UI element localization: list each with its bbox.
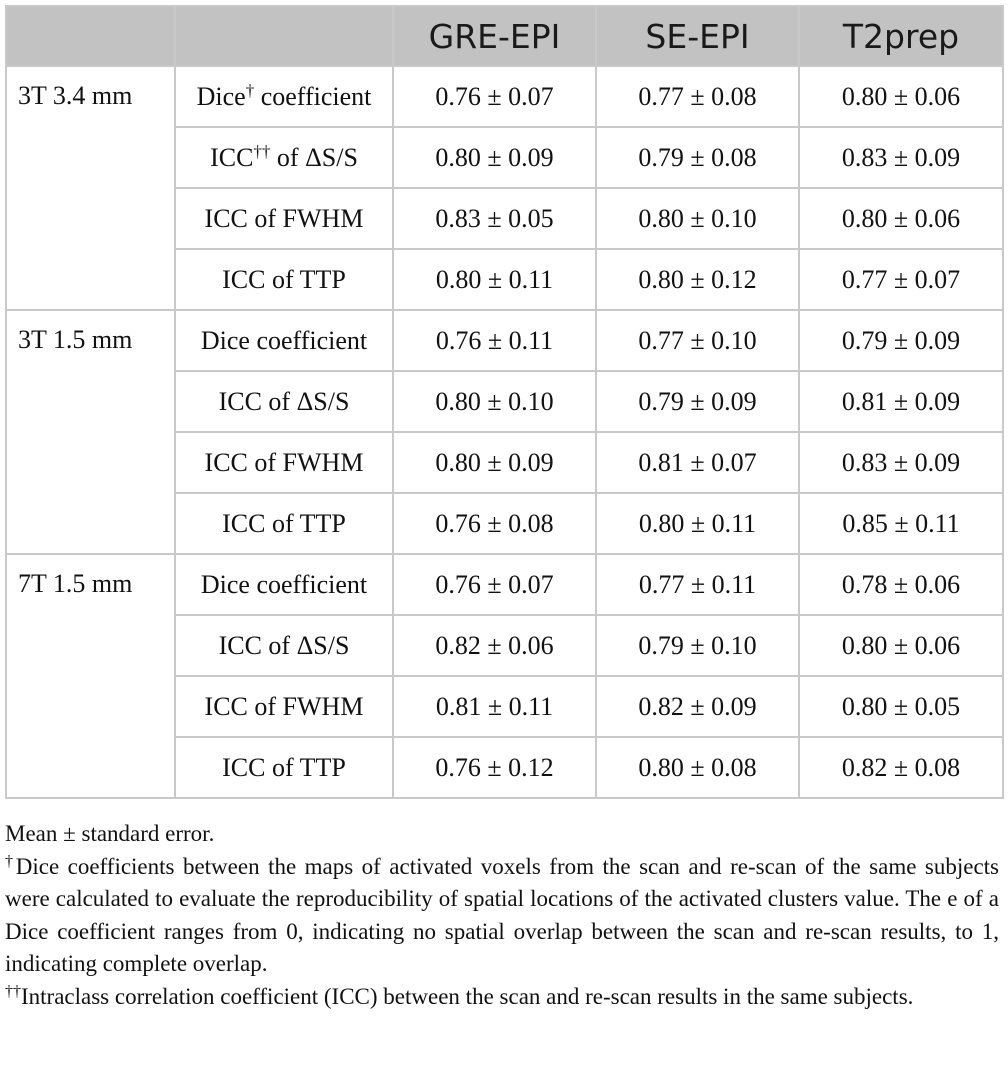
value-cell: 0.80 ± 0.12 (596, 249, 799, 310)
table-footnotes (5, 818, 1003, 1013)
value-cell: 0.81 ± 0.11 (393, 676, 596, 737)
value-cell: 0.83 ± 0.09 (799, 127, 1003, 188)
value-cell: 0.80 ± 0.06 (799, 66, 1003, 127)
footnote-icc-text: Intraclass correlation coefficient (ICC) between the scan and re-scan results in the same subjects. (21, 983, 914, 1009)
metric-cell (175, 432, 393, 493)
metric-cell (175, 188, 393, 249)
group-label-cell: 3T 1.5 mm (6, 310, 175, 554)
value-cell: 0.85 ± 0.11 (799, 493, 1003, 554)
value-cell: 0.83 ± 0.05 (393, 188, 596, 249)
results-table-container (5, 5, 1003, 1013)
value-cell: 0.80 ± 0.09 (393, 127, 596, 188)
header-cell-empty-1 (6, 6, 175, 66)
value-cell: 0.79 ± 0.09 (596, 371, 799, 432)
metric-cell (175, 127, 393, 188)
metric-label: Dice (196, 81, 246, 111)
metric-label: ICC of FWHM (204, 447, 364, 477)
metric-cell (175, 310, 393, 371)
value-cell: 0.80 ± 0.09 (393, 432, 596, 493)
metric-label: ICC of TTP (222, 752, 346, 782)
metric-cell (175, 615, 393, 676)
value-cell: 0.80 ± 0.05 (799, 676, 1003, 737)
value-cell: 0.82 ± 0.09 (596, 676, 799, 737)
value-cell: 0.80 ± 0.06 (799, 188, 1003, 249)
value-cell: 0.80 ± 0.11 (393, 249, 596, 310)
header-cell-empty-2 (175, 6, 393, 66)
header-cell-se-epi: SE-EPI (596, 6, 799, 66)
value-cell: 0.82 ± 0.08 (799, 737, 1003, 798)
group-label-cell: 3T 3.4 mm (6, 66, 175, 310)
table-body (6, 66, 1003, 798)
metric-label: ICC (210, 142, 254, 172)
value-cell: 0.76 ± 0.08 (393, 493, 596, 554)
value-cell: 0.81 ± 0.07 (596, 432, 799, 493)
value-cell: 0.79 ± 0.10 (596, 615, 799, 676)
value-cell: 0.80 ± 0.10 (393, 371, 596, 432)
metric-cell (175, 737, 393, 798)
footnote-dice-marker: † (5, 852, 16, 870)
group-label-cell: 7T 1.5 mm (6, 554, 175, 798)
value-cell: 0.76 ± 0.12 (393, 737, 596, 798)
value-cell: 0.79 ± 0.08 (596, 127, 799, 188)
metric-label: ICC of ΔS/S (218, 386, 350, 416)
value-cell: 0.83 ± 0.09 (799, 432, 1003, 493)
value-cell: 0.82 ± 0.06 (393, 615, 596, 676)
metric-cell (175, 554, 393, 615)
table-header (6, 6, 1003, 66)
value-cell: 0.77 ± 0.07 (799, 249, 1003, 310)
metric-label-suffix: of ΔS/S (270, 142, 358, 172)
header-row (6, 6, 1003, 66)
metric-cell (175, 249, 393, 310)
table-row (6, 310, 1003, 371)
value-cell: 0.76 ± 0.07 (393, 554, 596, 615)
header-cell-t2prep: T2prep (799, 6, 1003, 66)
footnote-mean: Mean ± standard error. (5, 821, 215, 846)
footnote-icc-marker: †† (5, 982, 21, 1000)
header-cell-gre-epi: GRE-EPI (393, 6, 596, 66)
value-cell: 0.80 ± 0.08 (596, 737, 799, 798)
value-cell: 0.76 ± 0.07 (393, 66, 596, 127)
value-cell: 0.81 ± 0.09 (799, 371, 1003, 432)
value-cell: 0.80 ± 0.10 (596, 188, 799, 249)
footnote-icc (5, 981, 999, 1014)
value-cell: 0.78 ± 0.06 (799, 554, 1003, 615)
footnote-marker: †† (253, 141, 271, 161)
value-cell: 0.80 ± 0.11 (596, 493, 799, 554)
metric-label: Dice coefficient (200, 569, 368, 599)
footnote-marker: † (245, 80, 255, 100)
metric-cell (175, 66, 393, 127)
value-cell: 0.79 ± 0.09 (799, 310, 1003, 371)
metric-label: ICC of FWHM (204, 203, 364, 233)
value-cell: 0.77 ± 0.11 (596, 554, 799, 615)
metric-cell (175, 371, 393, 432)
value-cell: 0.77 ± 0.08 (596, 66, 799, 127)
reproducibility-table (5, 5, 1004, 799)
metric-cell (175, 493, 393, 554)
value-cell: 0.80 ± 0.06 (799, 615, 1003, 676)
metric-label: ICC of TTP (222, 264, 346, 294)
metric-label: ICC of ΔS/S (218, 630, 350, 660)
value-cell: 0.76 ± 0.11 (393, 310, 596, 371)
table-row (6, 554, 1003, 615)
metric-label-suffix: coefficient (254, 81, 372, 111)
metric-label: ICC of TTP (222, 508, 346, 538)
metric-cell (175, 676, 393, 737)
table-row (6, 66, 1003, 127)
metric-label: ICC of FWHM (204, 691, 364, 721)
footnote-dice (5, 851, 999, 981)
value-cell: 0.77 ± 0.10 (596, 310, 799, 371)
metric-label: Dice coefficient (200, 325, 368, 355)
footnote-dice-text: Dice coefficients between the maps of activated voxels from the scan and re-scan of the same subjects were calculated to evaluate the reproducibility of spatial locations of the activated clusters value. The e of a Dice coefficient ranges from 0, indicating no spatial overlap between the scan and re-scan results, to 1, indicating complete overlap. (5, 853, 1000, 976)
